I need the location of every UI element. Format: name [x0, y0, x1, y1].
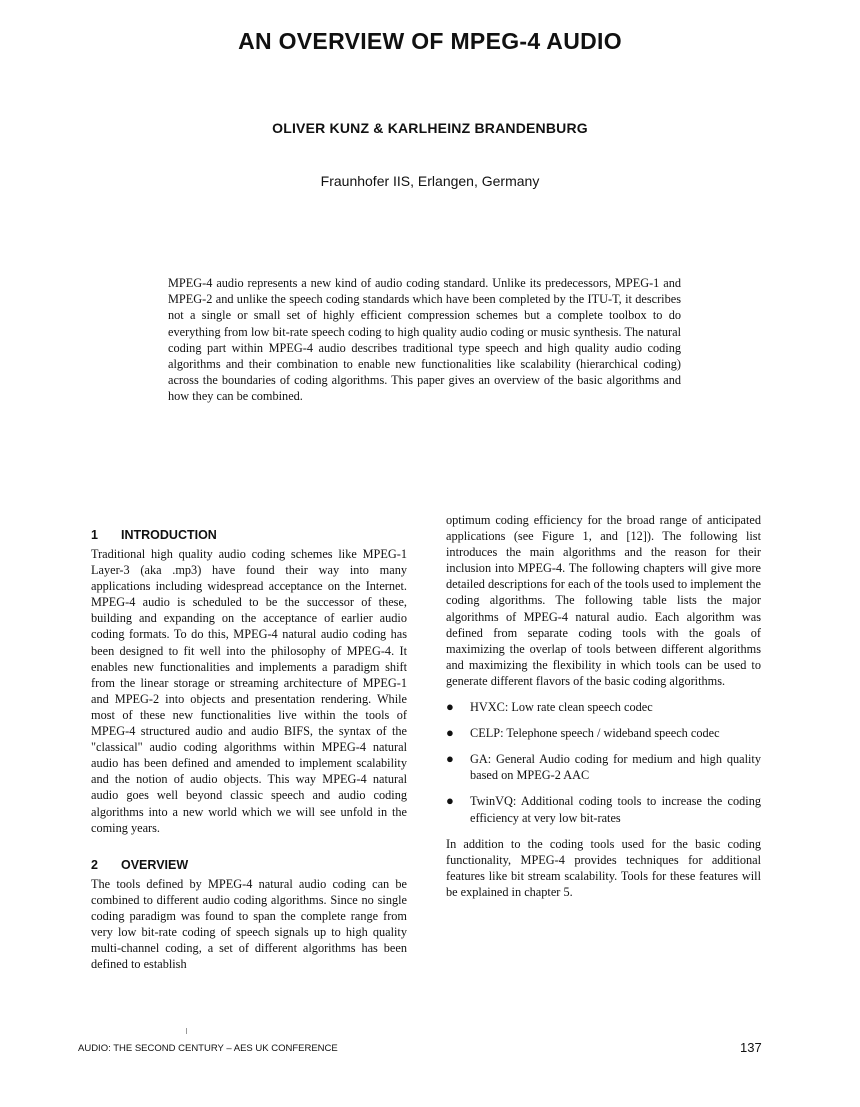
abstract: MPEG-4 audio represents a new kind of audio coding standard. Unlike its predecessors, MPEG-1 and MPEG-2 and unlike the speech coding standards which have been completed by the ITU-T, it describes not a single or small set of highly efficient compression schemes but a complete toolbox to do everything from low bit-rate speech coding to high quality audio coding or music synthesis. The natural coding part within MPEG-4 audio describes traditional type speech and high quality audio coding algorithms and their combination to enable new functionalities like scalability (hierarchical coding) across the boundaries of coding algorithms. This paper gives an overview of the basic algorithms and how they can be combined.	[168, 276, 681, 404]
section-heading	[91, 528, 407, 542]
list-item	[446, 751, 761, 783]
footer-conference: AUDIO: THE SECOND CENTURY – AES UK CONFERENCE	[78, 1043, 338, 1054]
footer-divider	[186, 1028, 188, 1034]
paper-title: AN OVERVIEW OF MPEG-4 AUDIO	[238, 28, 622, 54]
list-item-text: CELP: Telephone speech / wideband speech codec	[470, 726, 720, 741]
overview-continuation: optimum coding efficiency for the broad range of anticipated applications (see Figure 1, and [12]). The following list introduces the main algorithms and the reason for their inclusion into MPEG-4. The following chapters will give more detailed descriptions for each of the tools used to implement the coding algorithms. The following table lists the major algorithms of MPEG-4 natural audio. Each algorithm was defined from separate coding tools with the goals of maximizing the overlap of tools between different algorithms and maximizing the flexibility in which tools can be used to generate different flavors of the basic coding algorithms.	[446, 513, 761, 688]
section-introduction	[91, 528, 407, 836]
list-item-text: GA: General Audio coding for medium and high quality based on MPEG-2 AAC	[470, 752, 761, 783]
section-body: Traditional high quality audio coding schemes like MPEG-1 Layer-3 (aka .mp3) have found their way into many applications including widespread acceptance on the Internet. MPEG-4 audio is scheduled to be the successor of these, building and expanding on the acceptance of earlier audio coding formats. To do this, MPEG-4 natural audio coding has been designed to fit well into the philosophy of MPEG-4. It enables new functionalities and implements a paradigm shift from the linear storage or streaming architecture of MPEG-1 and MPEG-2 into objects and presentation rendering. While most of these new functionalities live within the tools of MPEG-4 structured audio and audio BIFS, the syntax of the "classical" audio coding algorithms within MPEG-4 natural audio has been defined and amended to implement scalability and the notion of audio objects. This way MPEG-4 natural audio goes well beyond classic speech and audio coding algorithms into a new world which we will see unfold in the coming years.	[91, 547, 407, 835]
list-item-text: HVXC: Low rate clean speech codec	[470, 700, 653, 715]
paper-affiliation: Fraunhofer IIS, Erlangen, Germany	[320, 173, 540, 189]
list-item	[446, 725, 761, 741]
page-number: 137	[740, 1040, 762, 1055]
section-title: OVERVIEW	[121, 857, 189, 872]
right-column	[446, 512, 761, 900]
section-number: 2	[91, 857, 98, 872]
bullet-icon: ●	[446, 725, 454, 741]
paper-authors: OLIVER KUNZ & KARLHEINZ BRANDENBURG	[272, 120, 588, 136]
closing-paragraph: In addition to the coding tools used for the basic coding functionality, MPEG-4 provides techniques for additional features like bit stream scalability. Tools for these features will be explained in chapter 5.	[446, 836, 761, 899]
algorithm-list	[446, 699, 761, 826]
bullet-icon: ●	[446, 699, 454, 715]
bullet-icon: ●	[446, 793, 454, 809]
section-heading	[91, 858, 407, 872]
left-column	[91, 528, 407, 972]
section-overview	[91, 858, 407, 973]
list-item-text: TwinVQ: Additional coding tools to increase the coding efficiency at very low bit-rates	[470, 794, 761, 825]
bullet-icon: ●	[446, 751, 454, 767]
section-title: INTRODUCTION	[121, 528, 217, 542]
list-item	[446, 699, 761, 715]
list-item	[446, 793, 761, 825]
section-number: 1	[91, 528, 98, 542]
section-body: The tools defined by MPEG-4 natural audio coding can be combined to different audio coding algorithms. Since no single coding paradigm was found to span the complete range from very low bit-rate coding of speech signals up to high quality multi-channel coding, a set of different algorithms has been defined to establish	[91, 876, 407, 972]
